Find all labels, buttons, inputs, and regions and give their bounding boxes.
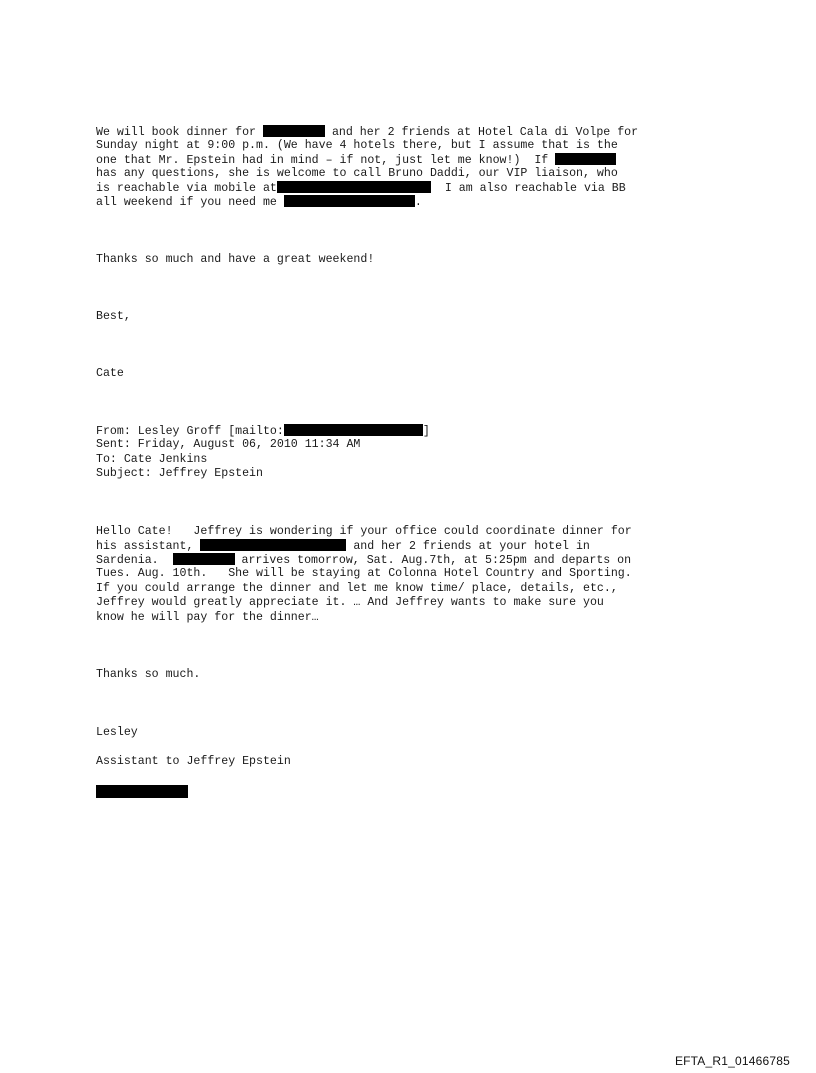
header-to: To: Cate Jenkins bbox=[96, 453, 208, 466]
reply-text: all weekend if you need me bbox=[96, 196, 284, 209]
redaction-box bbox=[263, 125, 325, 137]
body-line-4 bbox=[96, 567, 632, 581]
reply-text: Sunday night at 9:00 p.m. (We have 4 hotels there, but I assume that is the bbox=[96, 139, 618, 152]
reply-line-4 bbox=[96, 167, 618, 181]
body-thanks: Thanks so much. bbox=[96, 668, 201, 681]
redaction-box bbox=[277, 181, 431, 193]
redaction-box bbox=[200, 539, 346, 551]
reply-text: and her 2 friends at Hotel Cala di Volpe for bbox=[324, 126, 639, 139]
body-line-2 bbox=[96, 539, 590, 554]
body-text: If you could arrange the dinner and let me know time/ place, details, etc., bbox=[96, 582, 618, 595]
redaction-box bbox=[284, 424, 423, 436]
redaction-box bbox=[555, 153, 616, 165]
redaction-box bbox=[284, 195, 415, 207]
reply-line-2 bbox=[96, 139, 618, 153]
header-from-suffix: ] bbox=[422, 425, 430, 438]
body-text: and her 2 friends at your hotel in bbox=[346, 540, 590, 553]
body-text: know he will pay for the dinner… bbox=[96, 611, 319, 624]
body-line-7 bbox=[96, 611, 319, 625]
body-line-1 bbox=[96, 525, 632, 539]
body-signature: Lesley bbox=[96, 726, 138, 739]
reply-line-5 bbox=[96, 181, 626, 196]
reply-signature: Cate bbox=[96, 367, 124, 380]
body-text: Hello Cate! Jeffrey is wondering if your office could coordinate dinner for bbox=[96, 525, 632, 538]
body-text: Sardenia. bbox=[96, 554, 173, 567]
reply-text: has any questions, she is welcome to call Bruno Daddi, our VIP liaison, who bbox=[96, 167, 618, 180]
reply-line-6 bbox=[96, 195, 422, 210]
body-line-5 bbox=[96, 582, 618, 596]
body-text: Tues. Aug. 10th. She will be staying at Colonna Hotel Country and Sporting. bbox=[96, 567, 632, 580]
reply-text: We will book dinner for bbox=[96, 126, 263, 139]
body-text: Jeffrey would greatly appreciate it. … And Jeffrey wants to make sure you bbox=[96, 596, 604, 609]
reply-text: . bbox=[414, 196, 422, 209]
body-signature-title: Assistant to Jeffrey Epstein bbox=[96, 755, 291, 768]
header-from bbox=[96, 424, 430, 439]
reply-line-1 bbox=[96, 125, 638, 140]
reply-line-3 bbox=[96, 153, 616, 168]
reply-thanks: Thanks so much and have a great weekend! bbox=[96, 253, 375, 266]
header-from-label: From: Lesley Groff [mailto: bbox=[96, 425, 284, 438]
body-line-3 bbox=[96, 553, 631, 568]
body-line-6 bbox=[96, 596, 604, 610]
reply-text: I am also reachable via BB bbox=[430, 182, 626, 195]
header-sent: Sent: Friday, August 06, 2010 11:34 AM bbox=[96, 438, 361, 451]
body-text: arrives tomorrow, Sat. Aug.7th, at 5:25pm and departs on bbox=[234, 554, 632, 567]
reply-closing: Best, bbox=[96, 310, 131, 323]
reply-text: is reachable via mobile at bbox=[96, 182, 277, 195]
header-subject: Subject: Jeffrey Epstein bbox=[96, 467, 263, 480]
redaction-box bbox=[173, 553, 235, 565]
reply-text: one that Mr. Epstein had in mind – if not, just let me know!) If bbox=[96, 154, 556, 167]
body-text: his assistant, bbox=[96, 540, 201, 553]
document-id-footer: EFTA_R1_01466785 bbox=[674, 1054, 790, 1068]
redaction-box bbox=[96, 785, 188, 798]
